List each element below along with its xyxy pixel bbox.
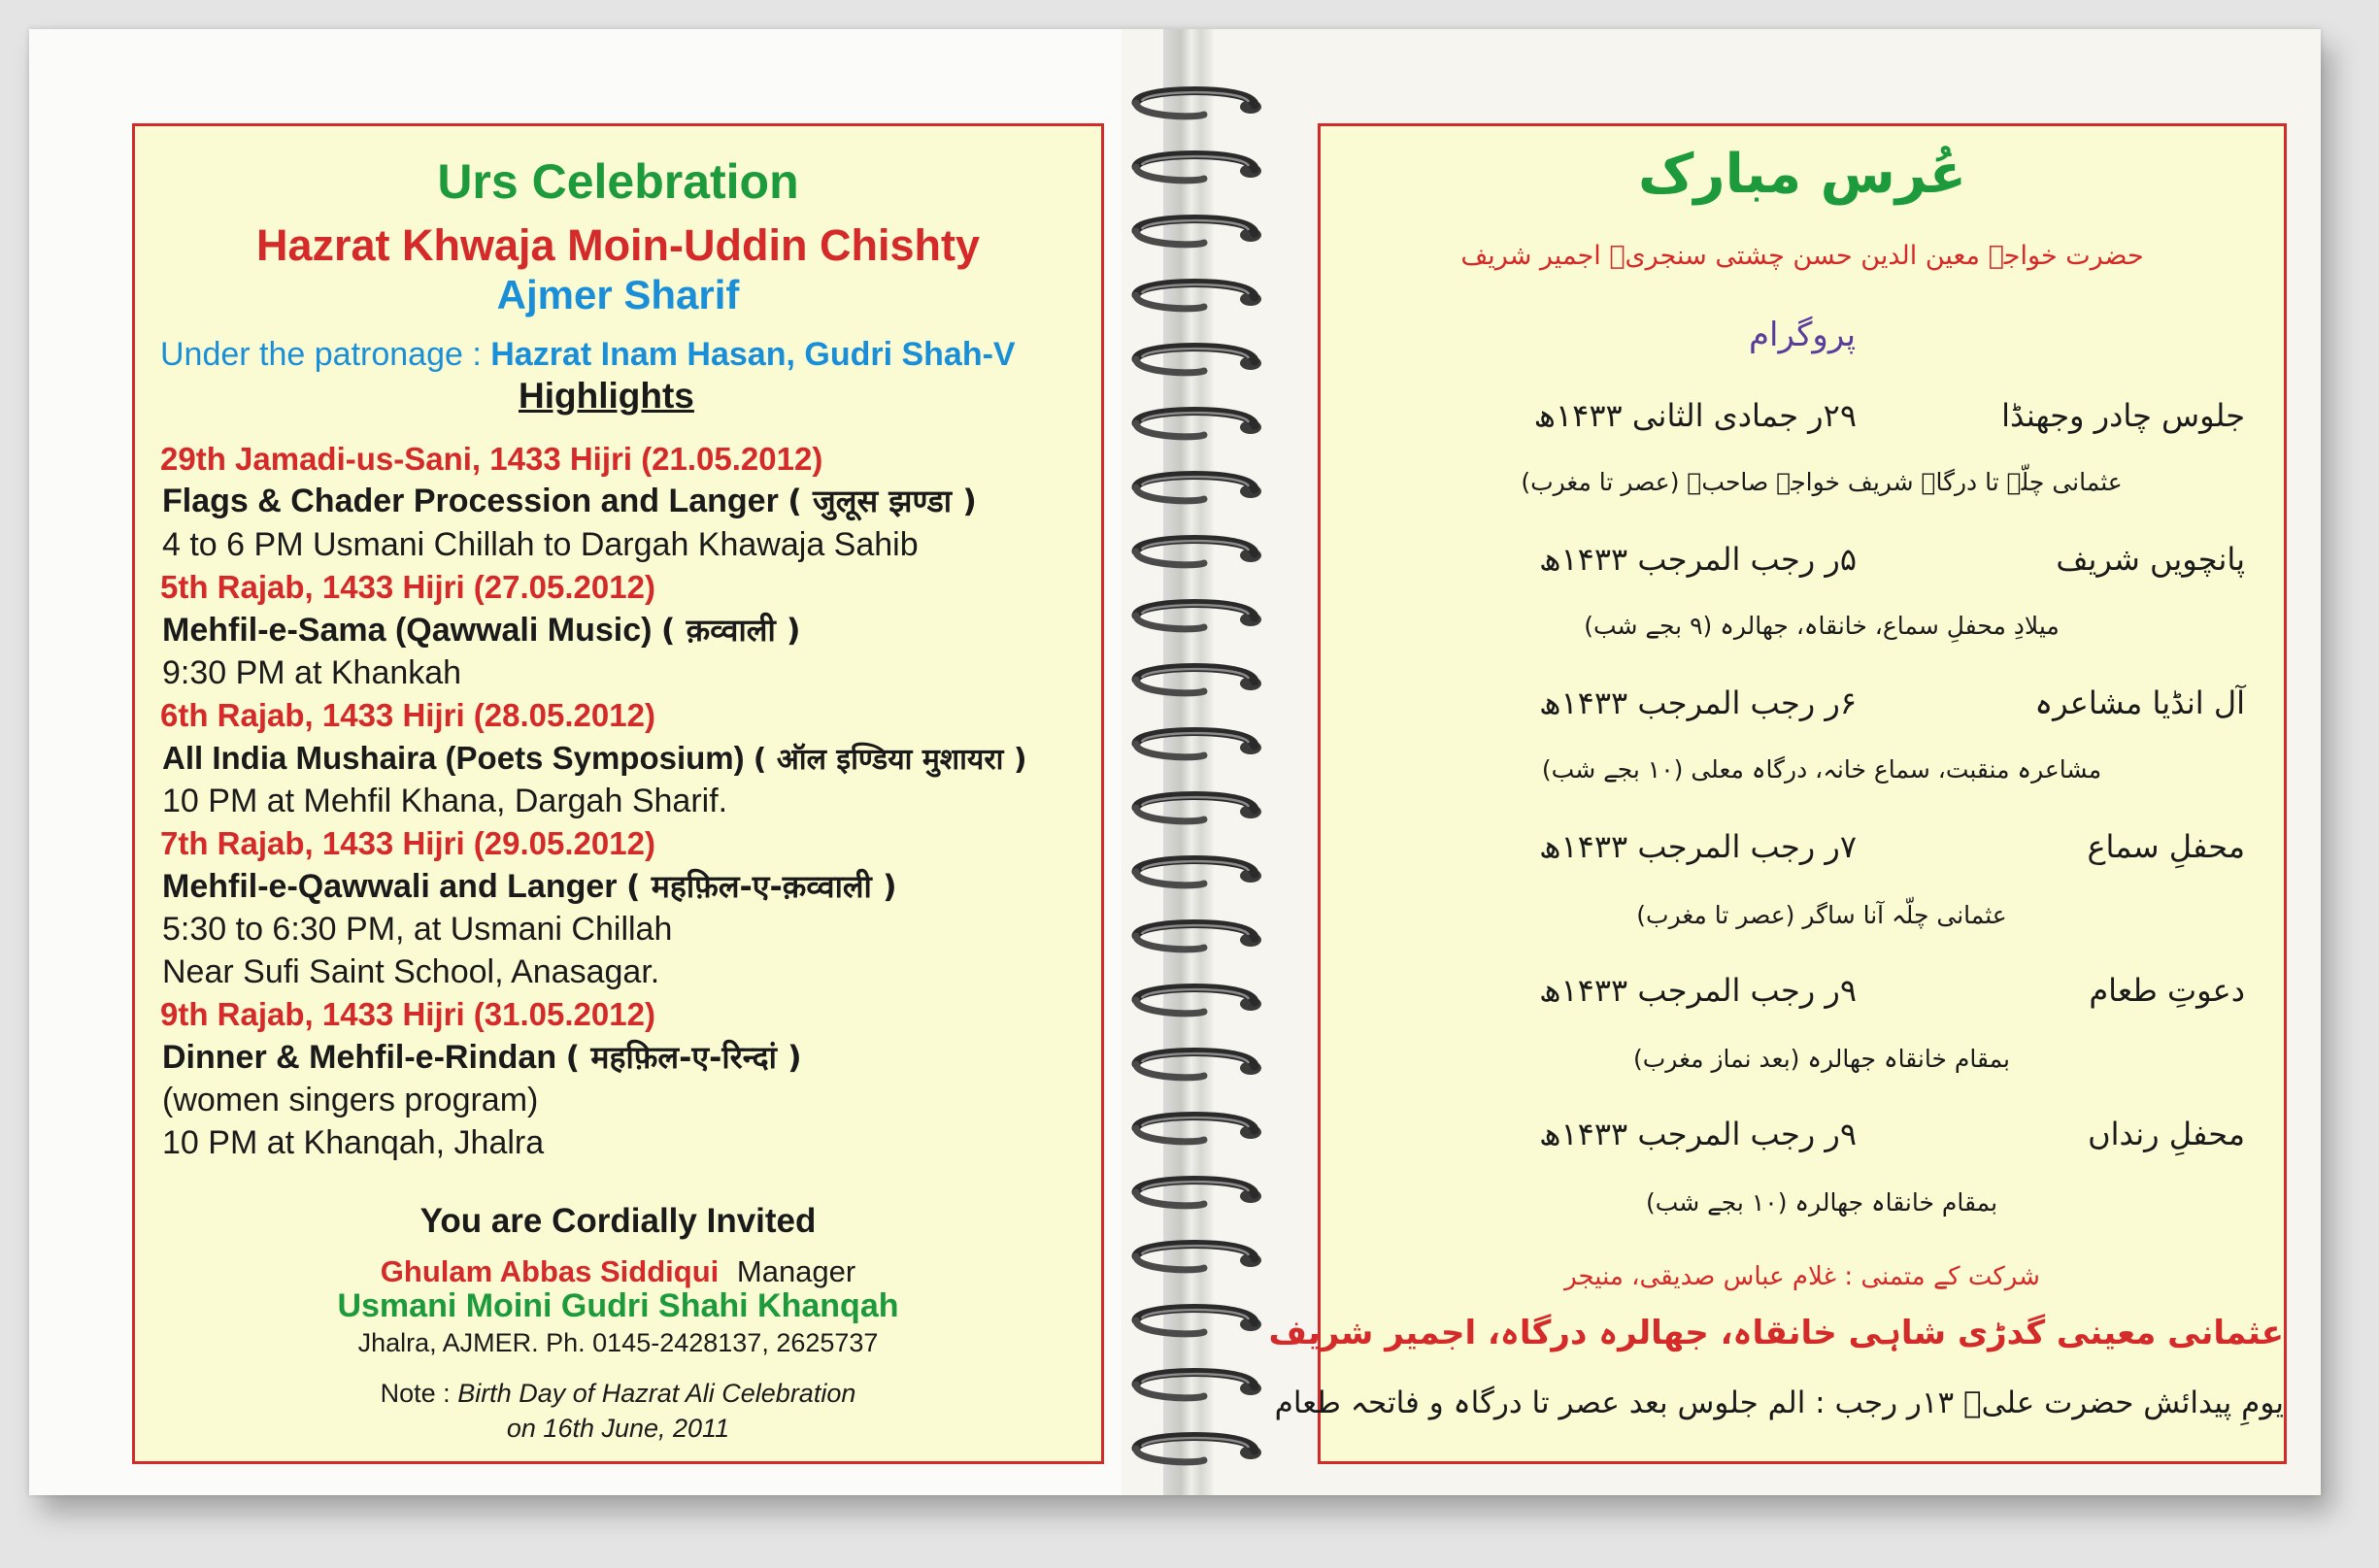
urdu-event-name: محفلِ رنداں (2088, 1116, 2245, 1152)
event-title: Flags & Chader Procession and Langer (162, 483, 779, 519)
note-line (135, 1381, 1101, 1407)
urdu-event-detail: بمقام خانقاہ جھالرہ (بعد نماز مغرب) (1632, 1045, 2010, 1073)
spiral-ring-back (1136, 808, 1204, 821)
spiral-ring-back (1136, 551, 1204, 565)
event-title: Mehfil-e-Sama (Qawwali Music) (162, 612, 653, 649)
urdu-event-detail: عثمانی چلّہ تا درگاہ شریف خواجہ صاحبؒ (عصر تا مغرب) (1521, 468, 2123, 496)
event-detail: 10 PM at Mehfil Khana, Dargah Sharif. (162, 783, 728, 819)
spiral-ring-back (1136, 487, 1204, 501)
event-date: 5th Rajab, 1433 Hijri (27.05.2012) (160, 569, 655, 605)
urdu-event-name: دعوتِ طعام (2089, 972, 2245, 1009)
open-notebook (29, 29, 2321, 1495)
event-date: 7th Rajab, 1433 Hijri (29.05.2012) (160, 825, 655, 861)
urdu-subtitle: حضرت خواجہ معین الدین حسن چشتی سنجریؒ اجمیر شریف (1460, 241, 2144, 271)
urdu-program-card (1268, 123, 2287, 1464)
event-hindi: ( महफ़िल-ए-रिन्दां ) (565, 1039, 802, 1076)
urdu-organization: عثمانی معینی گدڑی شاہی خانقاہ، جھالرہ درگاہ، اجمیر شریف (1268, 1314, 2284, 1352)
spiral-ring-back (1136, 680, 1204, 693)
spiral-ring-back (1136, 231, 1204, 245)
manager-name: Ghulam Abbas Siddiqui (380, 1254, 720, 1288)
urdu-event-detail: مشاعرہ منقبت، سماع خانہ، درگاہ معلی (۱۰ بجے شب) (1541, 755, 2102, 784)
saint-name: Hazrat Khwaja Moin-Uddin Chishty (255, 220, 981, 270)
urdu-footer-note: یومِ پیدائش حضرت علیؓ ۱۳ر رجب : الم جلوس بعد عصر تا درگاہ و فاتحہ طعام (1274, 1385, 2284, 1420)
spiral-ring-back (1136, 872, 1204, 885)
note-text: Birth Day of Hazrat Ali Celebration (457, 1379, 856, 1408)
event-title-row (162, 1041, 802, 1074)
patronage-label: Under the patronage : (160, 336, 482, 373)
urdu-event-date: ۶ر رجب المرجب ۱۴۳۳ھ (1539, 684, 1857, 721)
card-title: Urs Celebration (437, 154, 799, 209)
spiral-binding (1126, 80, 1282, 1487)
note-date: on 16th June, 2011 (506, 1414, 730, 1443)
spiral-ring-back (1136, 1256, 1204, 1270)
spiral-ring-back (1136, 359, 1204, 373)
event-title: All India Mushaira (Poets Symposium) (162, 740, 745, 776)
spiral-ring-back (1136, 1385, 1204, 1398)
spiral-ring-back (1136, 167, 1204, 181)
patronage-name: Hazrat Inam Hasan, Gudri Shah-V (490, 336, 1016, 373)
spiral-ring-back (1136, 1449, 1204, 1462)
event-title: Mehfil-e-Qawwali and Langer (162, 868, 618, 905)
event-title-row (162, 742, 1027, 775)
urdu-event-date: ۵ر رجب المرجب ۱۴۳۳ھ (1539, 541, 1857, 578)
event-hindi: ( जुलूस झण्डा ) (787, 483, 977, 519)
event-title: Dinner & Mehfil-e-Rindan (162, 1039, 557, 1076)
address-line: Jhalra, AJMER. Ph. 0145-2428137, 2625737 (357, 1328, 879, 1357)
patronage-line (160, 338, 1016, 371)
event-detail: Near Sufi Saint School, Anasagar. (162, 953, 660, 990)
organization-name: Usmani Moini Gudri Shahi Khanqah (337, 1287, 899, 1324)
manager-role: Manager (736, 1254, 856, 1288)
urdu-event-name: محفلِ سماع (2087, 828, 2245, 865)
spiral-ring-back (1136, 1000, 1204, 1014)
urdu-event-date: ۹ر رجب المرجب ۱۴۳۳ھ (1539, 1116, 1857, 1152)
urdu-event-detail: میلادِ محفلِ سماع، خانقاہ، جھالرہ (۹ بجے شب) (1584, 612, 2060, 640)
spiral-ring-back (1136, 1192, 1204, 1206)
urdu-event-date: ۲۹ر جمادی الثانی ۱۴۳۳ھ (1533, 397, 1857, 434)
spiral-ring-back (1136, 295, 1204, 309)
event-hindi: ( महफ़िल-ए-क़व्वाली ) (625, 868, 897, 905)
english-program-card (132, 123, 1104, 1464)
urdu-title: عُرس مبارک (1638, 143, 1966, 206)
manager-line (135, 1256, 1101, 1286)
urdu-event-name: پانچویں شریف (2056, 541, 2245, 578)
event-hindi: ( ऑल इण्डिया मुशायरा ) (753, 743, 1027, 777)
spiral-ring-back (1136, 1128, 1204, 1142)
event-title-row (162, 614, 801, 647)
event-date: 29th Jamadi-us-Sani, 1433 Hijri (21.05.2012) (160, 441, 823, 477)
note-label: Note : (380, 1379, 451, 1408)
event-hindi: ( क़व्वाली ) (660, 612, 801, 649)
spiral-ring-back (1136, 936, 1204, 950)
urdu-event-name: آل انڈیا مشاعرہ (2034, 684, 2245, 721)
highlights-heading: Highlights (519, 376, 694, 416)
urdu-program-heading: پروگرام (1748, 316, 1857, 354)
urdu-event-detail: بمقام خانقاہ جھالرہ (۱۰ بجے شب) (1645, 1188, 1998, 1217)
spiral-ring-back (1136, 1320, 1204, 1334)
event-title-row (162, 870, 897, 903)
spiral-ring-back (1136, 423, 1204, 437)
event-detail: (women singers program) (162, 1082, 539, 1118)
urdu-hosts: شرکت کے متمنی : غلام عباس صدیقی، منیجر (1564, 1262, 2040, 1291)
spiral-ring-back (1136, 103, 1204, 117)
place-name: Ajmer Sharif (496, 272, 740, 317)
urdu-event-name: جلوس چادر وجھنڈا (2001, 397, 2245, 434)
urdu-event-detail: عثمانی چلّہ آنا ساگر (عصر تا مغرب) (1636, 901, 2007, 929)
event-detail: 10 PM at Khanqah, Jhalra (162, 1124, 545, 1161)
spiral-ring-back (1136, 616, 1204, 629)
invitation-line: You are Cordially Invited (419, 1202, 817, 1240)
urdu-event-date: ۷ر رجب المرجب ۱۴۳۳ھ (1539, 828, 1857, 865)
event-date: 6th Rajab, 1433 Hijri (28.05.2012) (160, 697, 655, 733)
event-date: 9th Rajab, 1433 Hijri (31.05.2012) (160, 996, 655, 1032)
event-title-row (162, 484, 977, 517)
spiral-ring-back (1136, 744, 1204, 757)
event-detail: 5:30 to 6:30 PM, at Usmani Chillah (162, 911, 673, 948)
event-detail: 4 to 6 PM Usmani Chillah to Dargah Khawaja Sahib (162, 526, 919, 563)
urdu-event-date: ۹ر رجب المرجب ۱۴۳۳ھ (1539, 972, 1857, 1009)
event-detail: 9:30 PM at Khankah (162, 654, 462, 691)
spiral-ring-back (1136, 1064, 1204, 1078)
